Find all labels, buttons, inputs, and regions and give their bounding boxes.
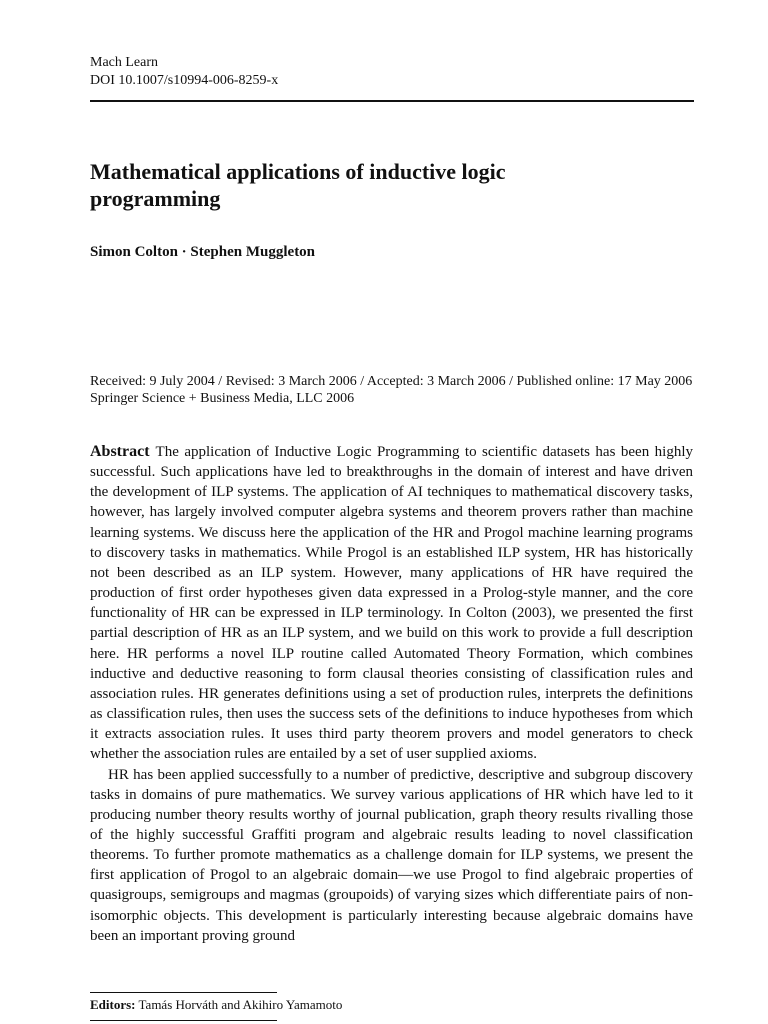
- authors: Simon Colton · Stephen Muggleton: [90, 244, 316, 260]
- footnote-rule-bottom: [90, 1020, 277, 1021]
- paper-title: Mathematical applications of inductive logic programming: [90, 159, 506, 211]
- abstract-text-1: The application of Inductive Logic Programming to scientific datasets has been highly successful. Such applications have led to breakthroughs in the domain of interest and have driven the development of ILP systems. The application of AI techniques to mathematical discovery tasks, however, has largely involved computer algebra systems and theorem provers rather than machine learning systems. We discuss here the application of the HR and Progol machine learning programs to discovery tasks in mathematics. While Progol is an established ILP system, HR has historically not been described as an ILP system. However, many applications of HR have required the production of first order hypotheses given data expressed in a Prolog-style manner, and the core functionality of HR can be expressed in ILP terminology. In Colton (2003), we presented the first partial description of HR as an ILP system, and we build on this work to provide a full description here. HR performs a novel ILP routine called Automated Theory Formation, which combines inductive and deductive reasoning to form clausal theories consisting of classification rules and association rules. HR generates definitions using a set of production rules, interprets the definitions as classification rules, then uses the success sets of the definitions to induce hypotheses from which it extracts association rules. It uses third party theorem provers and model generators to check whether the association rules are entailed by a set of user supplied axioms.: [90, 444, 693, 763]
- editors-names: Tamás Horváth and Akihiro Yamamoto: [138, 997, 343, 1012]
- abstract-label: Abstract: [90, 443, 150, 460]
- abstract: [90, 442, 693, 946]
- editors-label: Editors:: [90, 997, 136, 1012]
- journal-header: [90, 54, 278, 90]
- abstract-paragraph-1: [90, 442, 693, 765]
- editors-footnote: [90, 996, 342, 1013]
- copyright-line: Springer Science + Business Media, LLC 2006: [90, 391, 355, 406]
- journal-name: Mach Learn: [90, 55, 159, 70]
- history-dates: Received: 9 July 2004 / Revised: 3 March 2006 / Accepted: 3 March 2006 / Published online: 17 May 2006: [90, 374, 693, 389]
- doi: DOI 10.1007/s10994-006-8259-x: [90, 73, 279, 88]
- publication-history: [90, 373, 692, 407]
- footnote-rule-top: [90, 992, 277, 993]
- abstract-paragraph-2: HR has been applied successfully to a number of predictive, descriptive and subgroup discovery tasks in domains of pure mathematics. We survey various applications of HR which have led to it producing number theory results worthy of journal publication, graph theory results rivalling those of the highly successful Graffiti program and algebraic results leading to novel classification theorems. To further promote mathematics as a challenge domain for ILP systems, we present the first application of Progol to an algebraic domain—we use Progol to find algebraic properties of quasigroups, semigroups and magmas (groupoids) of varying sizes which differentiate pairs of non-isomorphic objects. This development is particularly interesting because algebraic domains have been an important proving ground: [90, 766, 693, 944]
- header-rule: [90, 100, 694, 102]
